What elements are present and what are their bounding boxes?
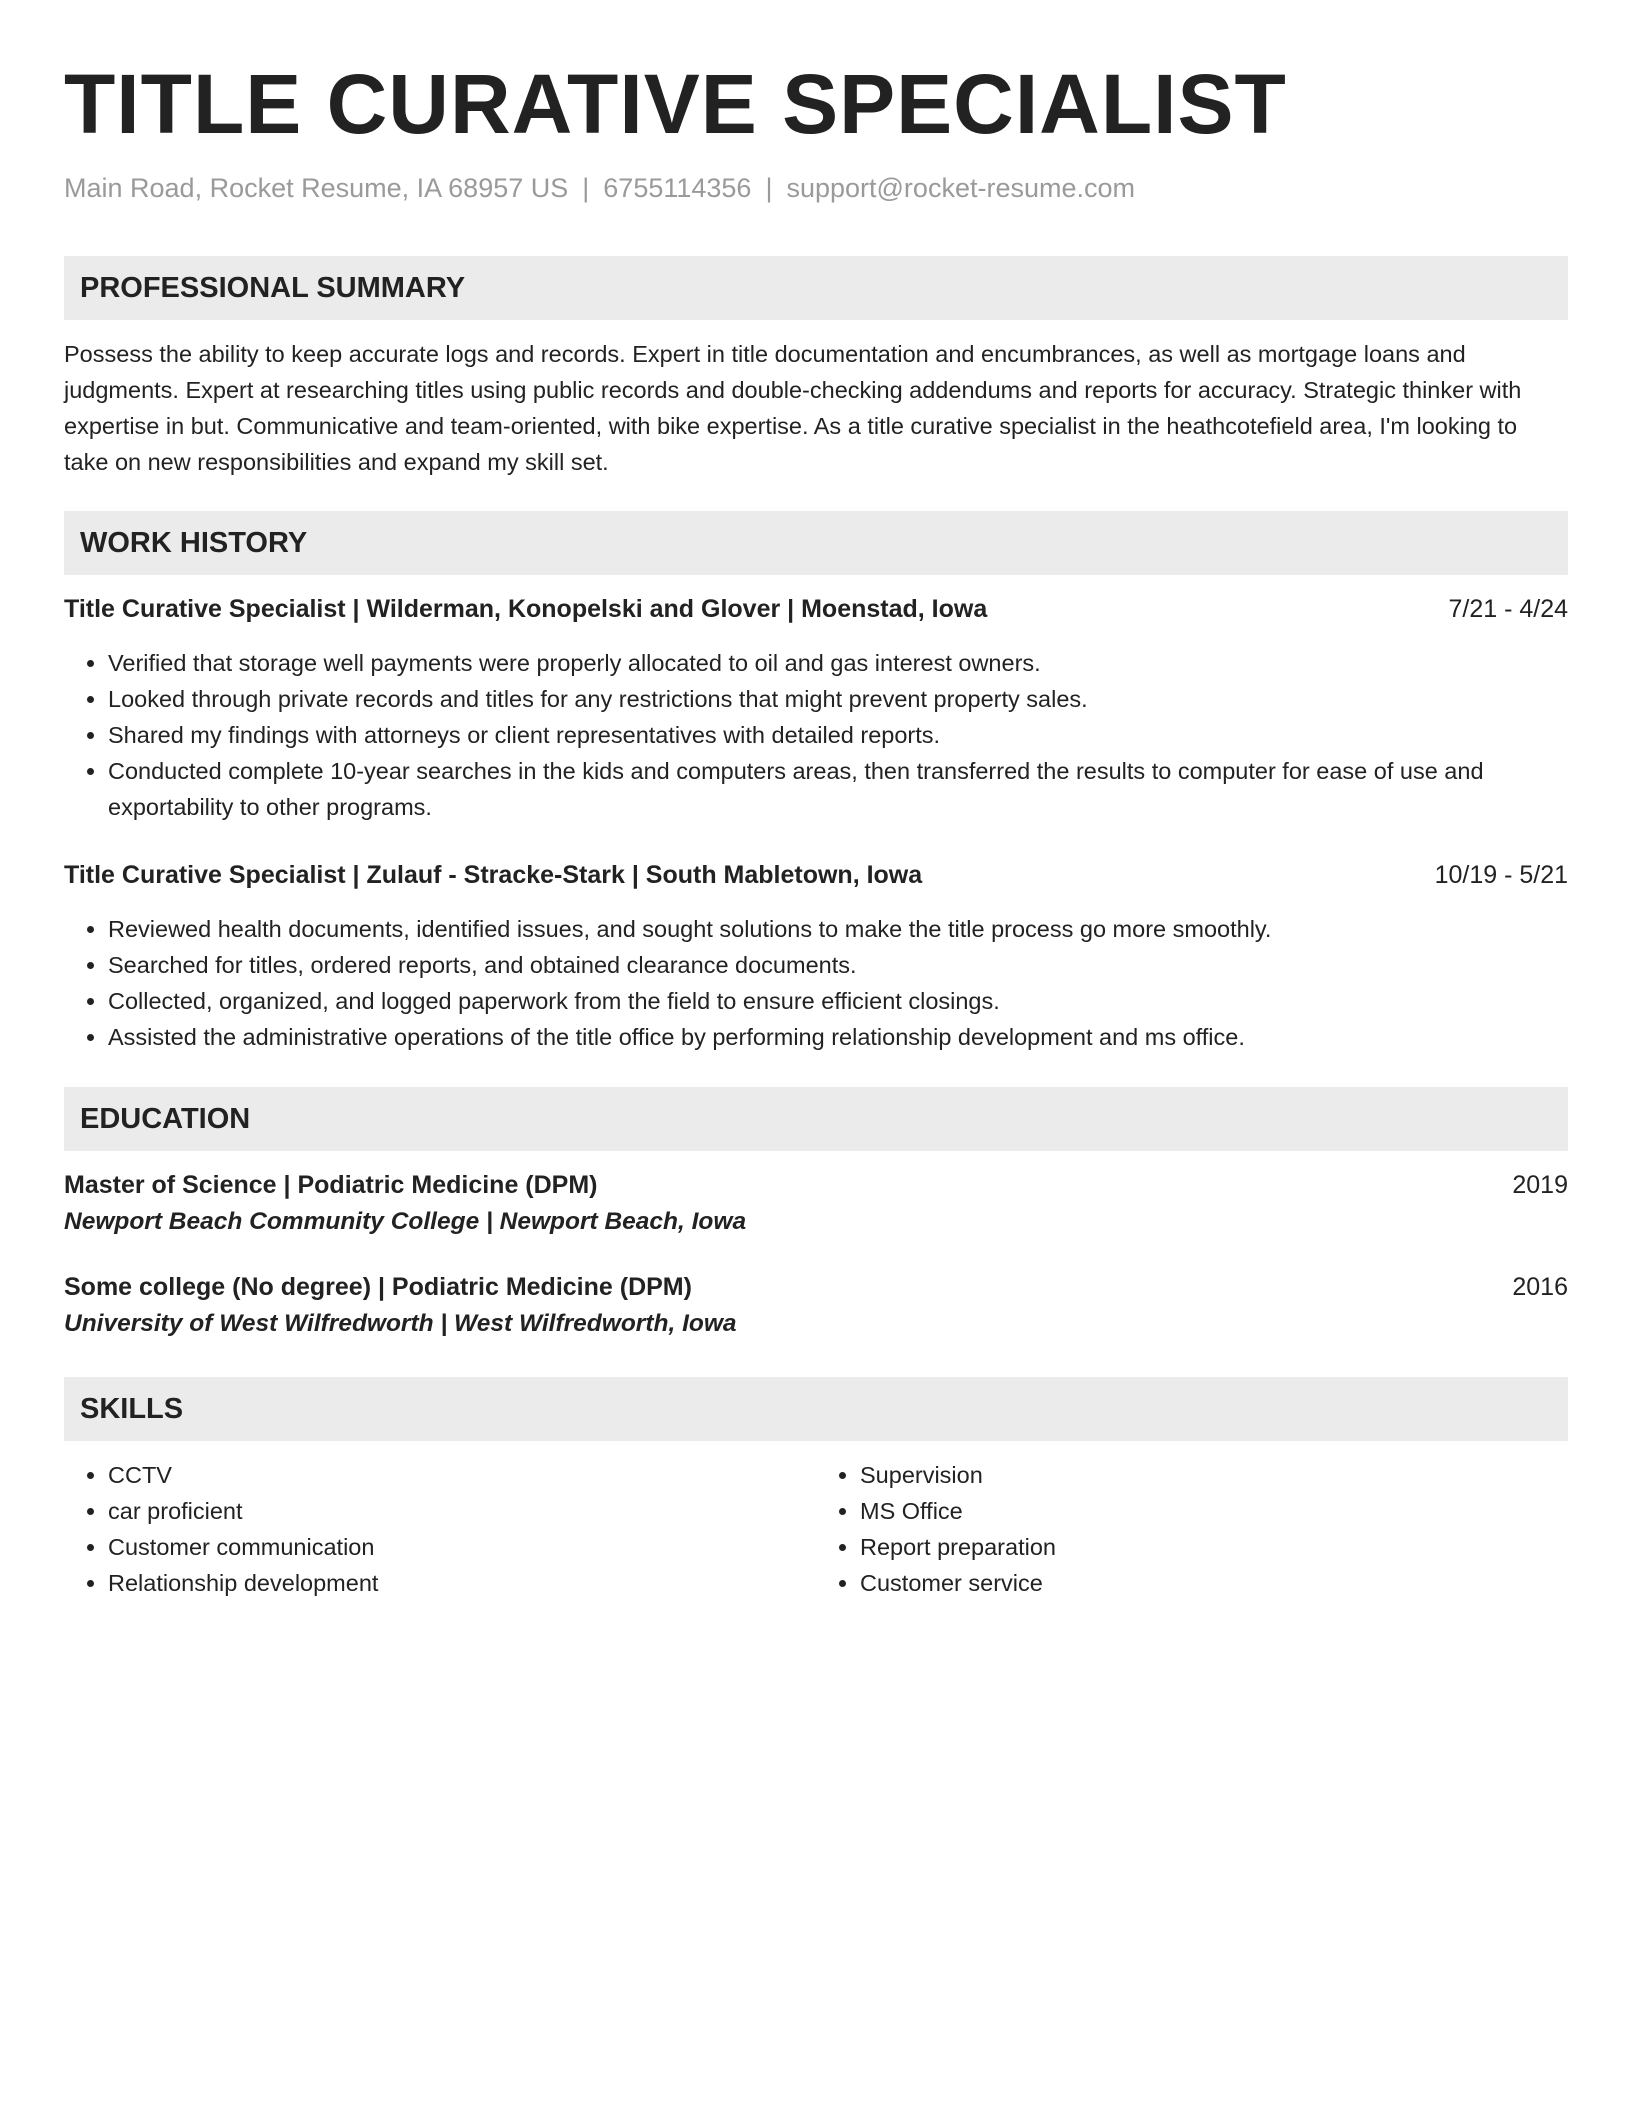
section-header-summary: PROFESSIONAL SUMMARY xyxy=(64,256,1568,320)
skill-item: • Supervision xyxy=(860,1457,1568,1493)
job-bullet: • Verified that storage well payments were properly allocated to oil and gas interest owners. xyxy=(108,645,1568,681)
skill-item: • car proficient xyxy=(108,1493,816,1529)
education-header-row xyxy=(64,1167,1568,1203)
contact-email: support@rocket-resume.com xyxy=(786,173,1135,203)
summary-text: Possess the ability to keep accurate logs and records. Expert in title documentation and encumbrances, as well as mortgage loans and judgments. Expert at researching titles using public records and double-checking addendums and reports for accuracy. Strategic thinker with expertise in but. Communicative and team-oriented, with bike expertise. As a title curative specialist in the heathcotefield area, I'm looking to take on new responsibilities and expand my skill set. xyxy=(64,341,1522,475)
skill-item: • Report preparation xyxy=(860,1529,1568,1565)
education-entry xyxy=(64,1269,1568,1343)
candidate-name: TITLE CURATIVE SPECIALIST xyxy=(64,57,1287,151)
education-header-row xyxy=(64,1269,1568,1305)
skill-item: • MS Office xyxy=(860,1493,1568,1529)
education-entry xyxy=(64,1167,1568,1241)
education-year: 2016 xyxy=(1512,1273,1568,1301)
skills-column-right xyxy=(816,1457,1568,1601)
skill-item: • Customer communication xyxy=(108,1529,816,1565)
education-school: Newport Beach Community College | Newport Beach, Iowa xyxy=(64,1208,747,1235)
job-bullet: • Conducted complete 10-year searches in the kids and computers areas, then transferred the results to computer for ease of use and exportability to other programs. xyxy=(108,753,1568,825)
section-header-skills: SKILLS xyxy=(64,1377,1568,1441)
skill-item: • CCTV xyxy=(108,1457,816,1493)
skills-grid xyxy=(64,1457,1568,1601)
education-year: 2019 xyxy=(1512,1171,1568,1199)
section-header-education: EDUCATION xyxy=(64,1087,1568,1151)
skill-item: • Customer service xyxy=(860,1565,1568,1601)
skills-list xyxy=(64,1457,816,1601)
job-dates: 10/19 - 5/21 xyxy=(1434,861,1568,889)
job-bullet: • Shared my findings with attorneys or client representatives with detailed reports. xyxy=(108,717,1568,753)
job-title: Title Curative Specialist | Zulauf - Stracke-Stark | South Mabletown, Iowa xyxy=(64,861,923,889)
skills-list xyxy=(816,1457,1568,1601)
contact-line xyxy=(64,170,1568,206)
job-header-row xyxy=(64,591,1568,627)
job-header-row xyxy=(64,857,1568,893)
job-entry xyxy=(64,591,1568,825)
education-degree: Master of Science | Podiatric Medicine (DPM) xyxy=(64,1171,598,1199)
job-bullet: • Searched for titles, ordered reports, and obtained clearance documents. xyxy=(108,947,1568,983)
job-bullet-list xyxy=(64,911,1568,1055)
job-title: Title Curative Specialist | Wilderman, Konopelski and Glover | Moenstad, Iowa xyxy=(64,595,988,623)
education-school: University of West Wilfredworth | West Wilfredworth, Iowa xyxy=(64,1310,737,1337)
job-entry xyxy=(64,857,1568,1055)
contact-separator: | xyxy=(582,173,590,203)
contact-address: Main Road, Rocket Resume, IA 68957 US xyxy=(64,173,569,203)
job-bullet: • Collected, organized, and logged paperwork from the field to ensure efficient closings. xyxy=(108,983,1568,1019)
contact-separator: | xyxy=(765,173,773,203)
job-dates: 7/21 - 4/24 xyxy=(1448,595,1568,623)
job-bullet: • Assisted the administrative operations of the title office by performing relationship development and ms office. xyxy=(108,1019,1568,1055)
skill-item: • Relationship development xyxy=(108,1565,816,1601)
education-degree: Some college (No degree) | Podiatric Medicine (DPM) xyxy=(64,1273,692,1301)
job-bullet-list xyxy=(64,645,1568,825)
skills-column-left xyxy=(64,1457,816,1601)
section-header-work-history: WORK HISTORY xyxy=(64,511,1568,575)
contact-phone: 6755114356 xyxy=(603,173,752,203)
job-bullet: • Looked through private records and titles for any restrictions that might prevent property sales. xyxy=(108,681,1568,717)
job-bullet: • Reviewed health documents, identified issues, and sought solutions to make the title process go more smoothly. xyxy=(108,911,1568,947)
